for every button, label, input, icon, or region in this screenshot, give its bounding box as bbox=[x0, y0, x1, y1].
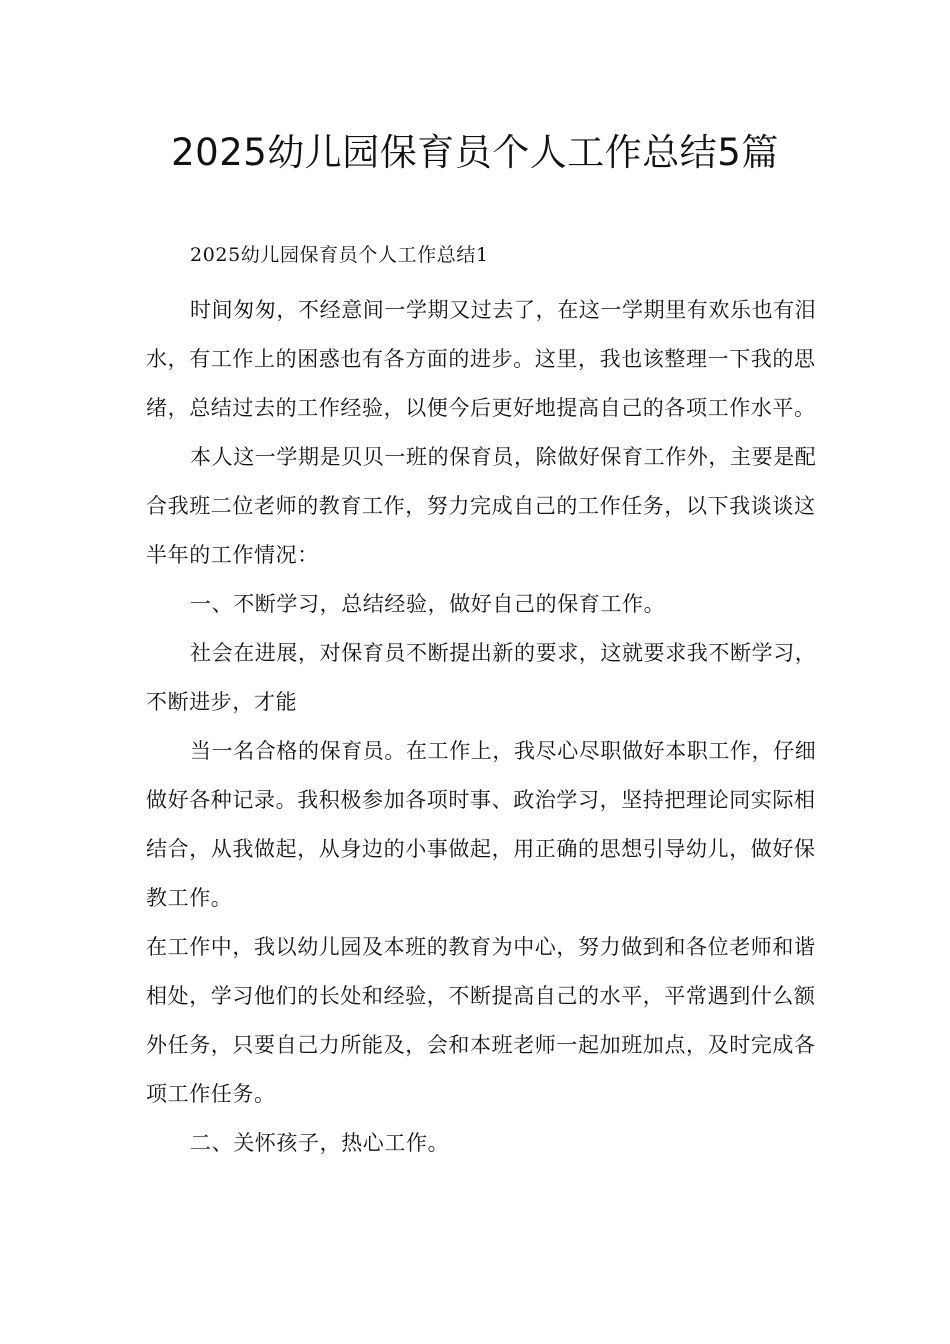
paragraph: 二、关怀孩子，热心工作。 bbox=[190, 1131, 450, 1155]
paragraph: 本人这一学期是贝贝一班的保育员，除做好保育工作外，主要是配合我班二位老师的教育工作，努力完成自己的工作任务，以下我谈谈这半年的工作情况： bbox=[146, 445, 817, 567]
document-title: 2025幼儿园保育员个人工作总结5篇 bbox=[171, 131, 779, 174]
paragraph: 一、不断学习，总结经验，做好自己的保育工作。 bbox=[190, 592, 666, 616]
section-heading: 2025幼儿园保育员个人工作总结1 bbox=[190, 244, 489, 266]
paragraph: 时间匆匆，不经意间一学期又过去了，在这一学期里有欢乐也有泪水，有工作上的困惑也有各方面的进步。这里，我也该整理一下我的思绪，总结过去的工作经验，以便今后更好地提高自己的各项工作水平。 bbox=[146, 298, 817, 420]
paragraph: 当一名合格的保育员。在工作上，我尽心尽职做好本职工作，仔细做好各种记录。我积极参加各项时事、政治学习，坚持把理论同实际相结合，从我做起，从身边的小事做起，用正确的思想引导幼儿，做好保教工作。 bbox=[146, 739, 817, 910]
document-body bbox=[146, 231, 826, 1168]
paragraph: 在工作中，我以幼儿园及本班的教育为中心，努力做到和各位老师和谐相处，学习他们的长处和经验，不断提高自己的水平，平常遇到什么额外任务，只要自己力所能及，会和本班老师一起加班加点，及时完成各项工作任务。 bbox=[146, 935, 816, 1106]
paragraph: 社会在进展，对保育员不断提出新的要求，这就要求我不断学习，不断进步，才能 bbox=[146, 641, 817, 714]
